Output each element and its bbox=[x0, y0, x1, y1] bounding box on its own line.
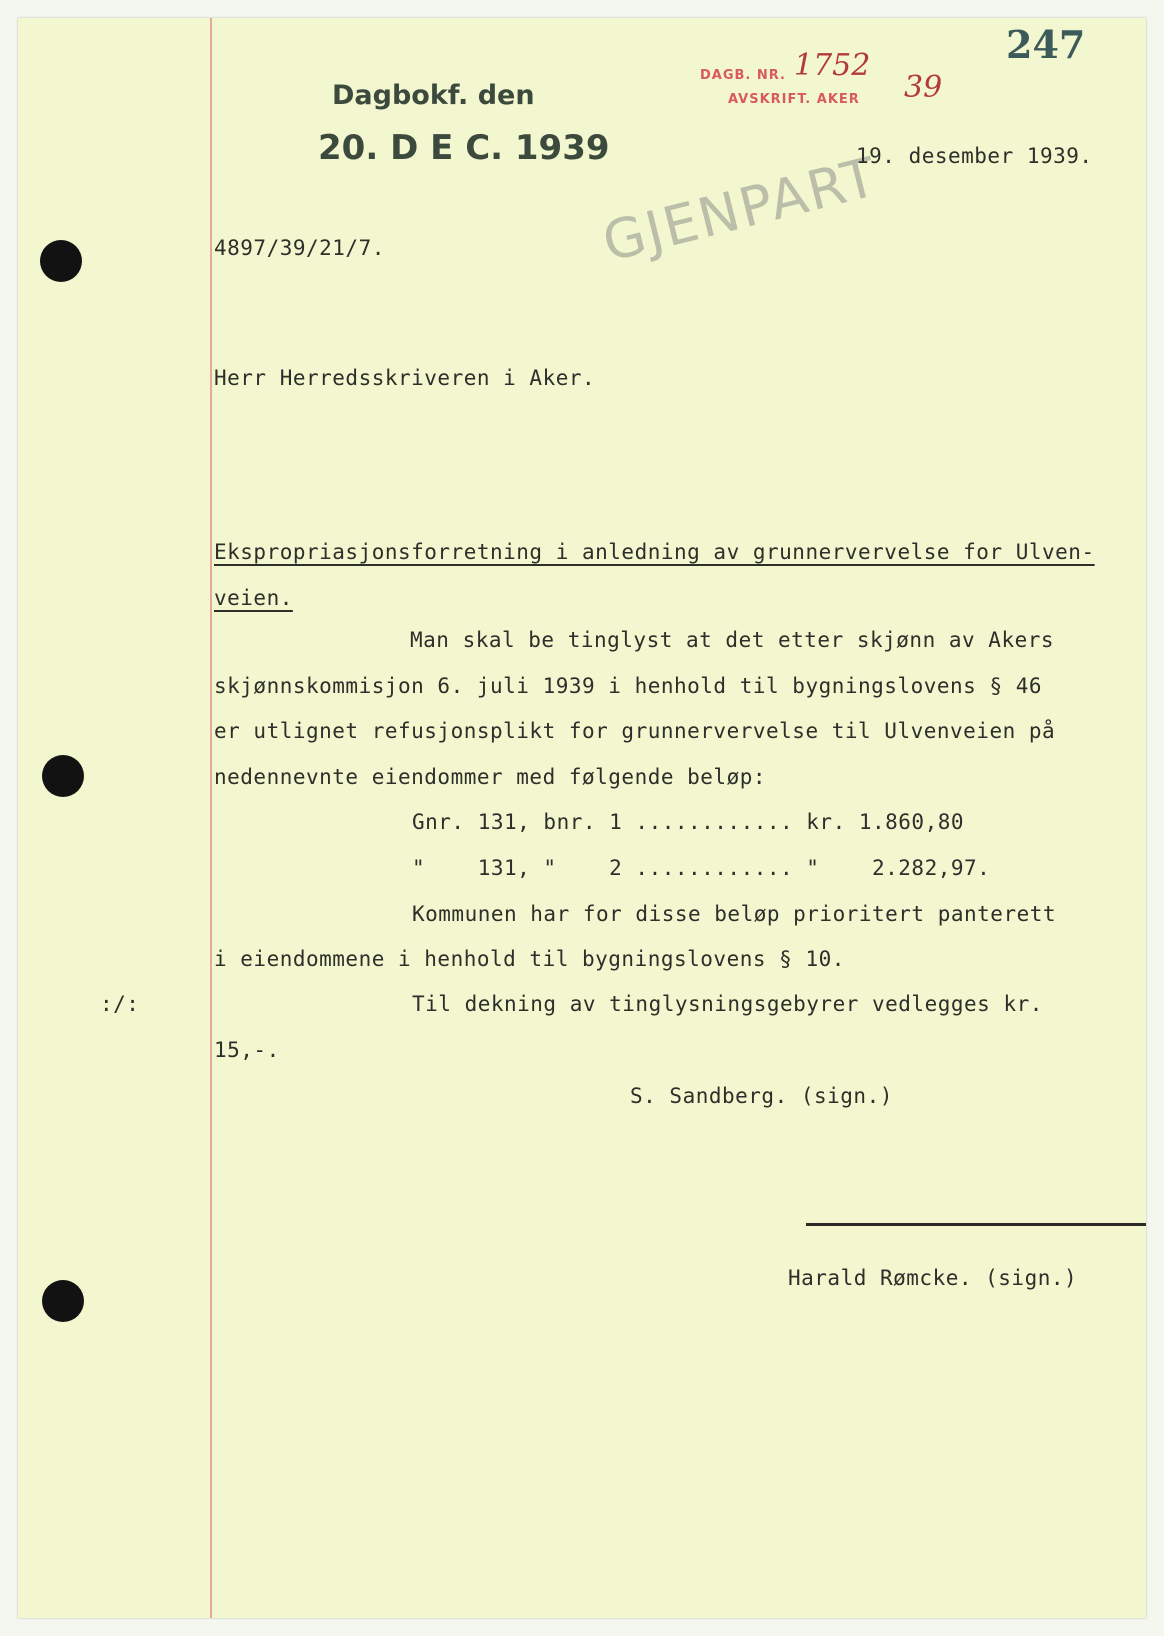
fee-line: 15,-. bbox=[214, 1038, 280, 1062]
body-line: er utlignet refusjonsplikt for grunnervervelse til Ulvenveien på bbox=[214, 719, 1056, 743]
received-stamp-line2: 20. D E C. 1939 bbox=[318, 128, 610, 168]
received-stamp-line1: Dagbokf. den bbox=[332, 80, 535, 111]
subject-line-1: Ekspropriasjonsforretning i anledning av grunnervervelse for Ulven- bbox=[214, 540, 1095, 564]
page-number: 247 bbox=[1006, 22, 1086, 67]
signature-divider bbox=[806, 1223, 1146, 1226]
handwritten-year: 39 bbox=[904, 70, 943, 105]
body-line: Kommunen har for disse beløp prioritert panterett bbox=[412, 902, 1057, 926]
diary-number-stamp: DAGB. NR. bbox=[700, 68, 786, 83]
body-line: i eiendommene i henhold til bygningslovens § 10. bbox=[214, 947, 845, 971]
punch-hole bbox=[42, 755, 84, 797]
signature-romcke: Harald Rømcke. (sign.) bbox=[788, 1266, 1078, 1290]
margin-mark: :/: bbox=[100, 992, 140, 1016]
punch-hole bbox=[42, 1280, 84, 1322]
copy-watermark: GJENPART bbox=[596, 144, 885, 275]
signature-sandberg: S. Sandberg. (sign.) bbox=[630, 1084, 893, 1108]
punch-hole bbox=[40, 240, 82, 282]
property-line: Gnr. 131, bnr. 1 ............ kr. 1.860,80 bbox=[412, 810, 965, 834]
reference-number: 4897/39/21/7. bbox=[214, 236, 385, 260]
body-line: skjønnskommisjon 6. juli 1939 i henhold til bygningslovens § 46 bbox=[214, 674, 1043, 698]
letter-date: 19. desember 1939. bbox=[856, 144, 1093, 168]
body-line: Man skal be tinglyst at det etter skjønn av Akers bbox=[410, 628, 1055, 652]
property-line: " 131, " 2 ............ " 2.282,97. bbox=[412, 856, 991, 880]
addressee: Herr Herredsskriveren i Aker. bbox=[214, 366, 596, 390]
document-page bbox=[18, 18, 1146, 1618]
subject-line-2: veien. bbox=[214, 586, 293, 610]
margin-line bbox=[210, 18, 212, 1618]
fee-line: Til dekning av tinglysningsgebyrer vedlegges kr. bbox=[412, 992, 1043, 1016]
body-line: nedennevnte eiendommer med følgende beløp: bbox=[214, 765, 767, 789]
handwritten-diary-number: 1752 bbox=[794, 48, 871, 83]
transcript-stamp: AVSKRIFT. AKER bbox=[728, 92, 860, 107]
